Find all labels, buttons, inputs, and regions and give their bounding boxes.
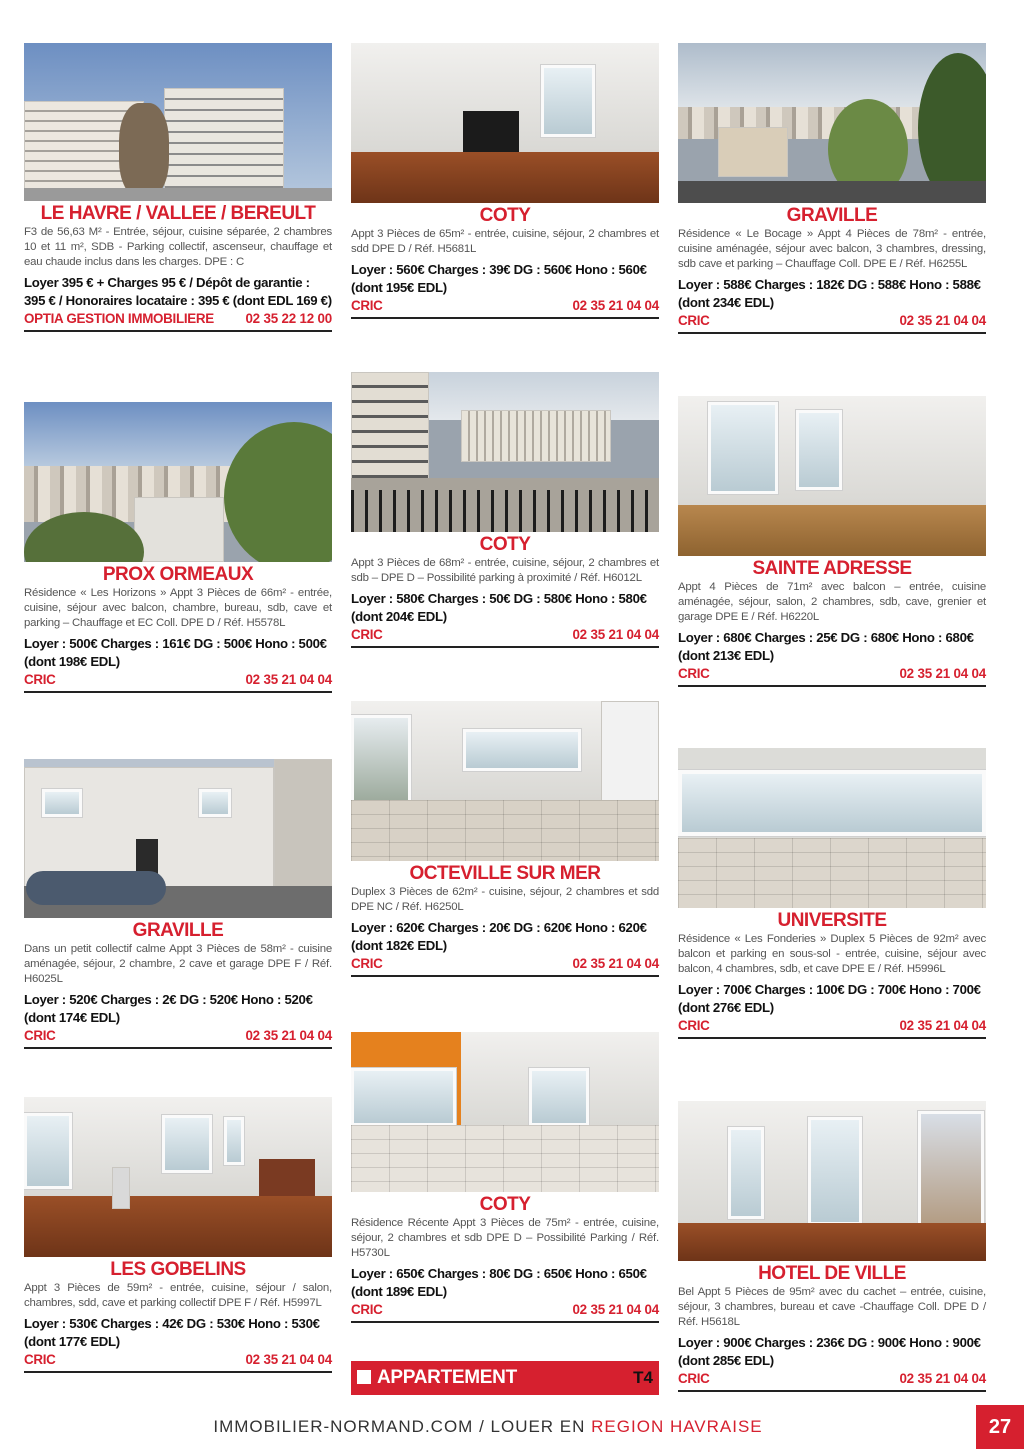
listing-title: PROX ORMEAUX: [102, 564, 254, 585]
listing-card[interactable]: [351, 372, 659, 648]
footer-site-link[interactable]: IMMOBILIER-NORMAND.COM: [213, 1417, 474, 1436]
listing-card[interactable]: [351, 701, 659, 977]
agency-name: CRIC: [24, 1028, 56, 1043]
listing-description: Appt 3 Pièces de 68m² - entrée, cuisine, séjour, 2 chambres et sdb – DPE D – Possibilité parking à proximité / Réf. H6012L: [351, 557, 659, 584]
listing-photo: [24, 402, 332, 562]
listing-title: COTY: [479, 205, 531, 226]
listing-price: Loyer 395 € + Charges 95 € / Dépôt de garantie : 395 € / Honoraires locataire : 395 € (dont EDL 169 €): [24, 275, 332, 308]
listing-title: HOTEL DE VILLE: [758, 1263, 906, 1284]
listing-description: Appt 3 Pièces de 65m² - entrée, cuisine, séjour, 2 chambres et sdd DPE D / Réf. H5681L: [351, 228, 659, 255]
listing-photo: [351, 372, 659, 532]
listing-description: Résidence Récente Appt 3 Pièces de 75m² - entrée, cuisine, séjour, 2 chambres et sdb DPE D – Possibilité Parking / Réf. H5730L: [351, 1217, 659, 1259]
agency-phone[interactable]: 02 35 21 04 04: [245, 1352, 332, 1367]
agency-phone[interactable]: 02 35 21 04 04: [899, 1371, 986, 1386]
agency-phone[interactable]: 02 35 21 04 04: [245, 1028, 332, 1043]
listing-photo: [678, 396, 986, 556]
agency-row: [24, 1028, 332, 1049]
listing-card[interactable]: [24, 759, 332, 1049]
agency-row: [678, 666, 986, 687]
category-label-wrap: [357, 1367, 517, 1389]
agency-row: [24, 311, 332, 332]
page-footer: [0, 1405, 1024, 1449]
agency-phone[interactable]: 02 35 21 04 04: [572, 1302, 659, 1317]
square-icon: [357, 1370, 371, 1384]
agency-phone[interactable]: 02 35 21 04 04: [899, 666, 986, 681]
agency-row: [24, 1352, 332, 1373]
listing-photo: [351, 1032, 659, 1192]
agency-phone[interactable]: 02 35 21 04 04: [572, 956, 659, 971]
listing-description: Appt 3 Pièces de 59m² - entrée, cuisine, séjour / salon, chambres, sdd, cave et parking collectif DPE F / Réf. H5997L: [24, 1282, 332, 1309]
category-label: APPARTEMENT: [377, 1367, 517, 1388]
listing-title: GRAVILLE: [786, 205, 878, 226]
agency-name: CRIC: [351, 298, 383, 313]
listing-description: Dans un petit collectif calme Appt 3 Pièces de 58m² - cuisine aménagée, séjour, 2 chambre, 2 cave et garage DPE F / Réf. H6025L: [24, 943, 332, 985]
listing-card[interactable]: [678, 396, 986, 687]
listing-card[interactable]: [351, 1032, 659, 1323]
listing-price: Loyer : 520€ Charges : 2€ DG : 520€ Hono : 520€ (dont 174€ EDL): [24, 992, 313, 1025]
agency-row: [351, 298, 659, 319]
listing-description: Bel Appt 5 Pièces de 95m² avec du cachet – entrée, cuisine, séjour, 3 chambres, bureau et cave -Chauffage Coll. DPE D / Réf. H5618L: [678, 1286, 986, 1328]
agency-row: [351, 1302, 659, 1323]
agency-phone[interactable]: 02 35 22 12 00: [245, 311, 332, 326]
listing-description: Résidence « Le Bocage » Appt 4 Pièces de 78m² - entrée, cuisine aménagée, séjour avec balcon, 3 chambres, dressing, sdb cave et parking – Chauffage Coll. DPE E / Réf. H6255L: [678, 228, 986, 270]
listing-card[interactable]: [24, 1097, 332, 1373]
listing-photo: [24, 43, 332, 201]
listing-price: Loyer : 530€ Charges : 42€ DG : 530€ Hono : 530€ (dont 177€ EDL): [24, 1316, 320, 1349]
agency-row: [24, 672, 332, 693]
listing-description: Appt 4 Pièces de 71m² avec balcon – entrée, cuisine aménagée, séjour, salon, 2 chambres, sdb, cave, grenier et garage DPE E / Réf. H6220L: [678, 581, 986, 623]
listing-title: GRAVILLE: [132, 920, 224, 941]
agency-row: [678, 313, 986, 334]
listing-card[interactable]: [24, 402, 332, 693]
listing-title: COTY: [479, 1194, 531, 1215]
listing-price: Loyer : 588€ Charges : 182€ DG : 588€ Hono : 588€ (dont 234€ EDL): [678, 277, 981, 310]
agency-name: CRIC: [351, 627, 383, 642]
listing-photo: [678, 748, 986, 908]
listing-photo: [678, 1101, 986, 1261]
listing-photo: [351, 701, 659, 861]
agency-row: [351, 627, 659, 648]
agency-row: [678, 1018, 986, 1039]
listing-title: LE HAVRE / VALLEE / BEREULT: [40, 203, 316, 224]
listing-description: Résidence « Les Fonderies » Duplex 5 Pièces de 92m² avec balcon et parking en sous-sol - entrée, cuisine, séjour avec balcon, 4 chambres, sdb, et cave DPE E / Réf. H5996L: [678, 933, 986, 975]
listing-title: UNIVERSITE: [777, 910, 887, 931]
agency-phone[interactable]: 02 35 21 04 04: [899, 313, 986, 328]
listing-title: LES GOBELINS: [110, 1259, 246, 1280]
agency-row: [678, 1371, 986, 1392]
footer-text: [0, 1417, 976, 1437]
listing-price: Loyer : 580€ Charges : 50€ DG : 580€ Hono : 580€ (dont 204€ EDL): [351, 591, 647, 624]
listing-title: SAINTE ADRESSE: [752, 558, 912, 579]
agency-name: OPTIA GESTION IMMOBILIERE: [24, 311, 214, 326]
listing-card[interactable]: [678, 1101, 986, 1392]
listing-price: Loyer : 620€ Charges : 20€ DG : 620€ Hono : 620€ (dont 182€ EDL): [351, 920, 647, 953]
category-banner: [351, 1361, 659, 1395]
listing-card[interactable]: [24, 43, 332, 332]
listing-price: Loyer : 900€ Charges : 236€ DG : 900€ Hono : 900€ (dont 285€ EDL): [678, 1335, 981, 1368]
listing-description: Résidence « Les Horizons » Appt 3 Pièces de 66m² - entrée, cuisine, séjour avec balcon, chambre, bureau, sdb, cave et parking – Chauffage et EC Coll. DPE D / Réf. H5578L: [24, 587, 332, 629]
agency-name: CRIC: [24, 1352, 56, 1367]
listing-photo: [351, 43, 659, 203]
footer-separator: /: [473, 1417, 491, 1436]
agency-name: CRIC: [678, 666, 710, 681]
listing-description: Duplex 3 Pièces de 62m² - cuisine, séjour, 2 chambres et sdd DPE NC / Réf. H6250L: [351, 886, 659, 913]
listing-title: COTY: [479, 534, 531, 555]
listing-photo: [678, 43, 986, 203]
category-type: T4: [633, 1368, 653, 1387]
footer-section: LOUER EN: [490, 1417, 592, 1436]
agency-name: CRIC: [351, 1302, 383, 1317]
listing-price: Loyer : 650€ Charges : 80€ DG : 650€ Hono : 650€ (dont 189€ EDL): [351, 1266, 647, 1299]
agency-name: CRIC: [678, 1018, 710, 1033]
listing-title: OCTEVILLE SUR MER: [409, 863, 601, 884]
page-number: 27: [976, 1405, 1024, 1449]
listing-price: Loyer : 500€ Charges : 161€ DG : 500€ Hono : 500€ (dont 198€ EDL): [24, 636, 327, 669]
listing-price: Loyer : 700€ Charges : 100€ DG : 700€ Hono : 700€ (dont 276€ EDL): [678, 982, 981, 1015]
listing-description: F3 de 56,63 M² - Entrée, séjour, cuisine séparée, 2 chambres 10 et 11 m², SDB - Parking collectif, ascenseur, chauffage et eau chaude inclus dans les charges. DPE : C: [24, 226, 332, 268]
agency-row: [351, 956, 659, 977]
listing-photo: [24, 1097, 332, 1257]
footer-region: REGION HAVRAISE: [591, 1417, 763, 1436]
agency-phone[interactable]: 02 35 21 04 04: [572, 627, 659, 642]
listing-card[interactable]: [678, 748, 986, 1039]
agency-phone[interactable]: 02 35 21 04 04: [245, 672, 332, 687]
agency-name: CRIC: [678, 1371, 710, 1386]
agency-name: CRIC: [351, 956, 383, 971]
listing-price: Loyer : 560€ Charges : 39€ DG : 560€ Hono : 560€ (dont 195€ EDL): [351, 262, 647, 295]
agency-phone[interactable]: 02 35 21 04 04: [899, 1018, 986, 1033]
listing-photo: [24, 759, 332, 918]
agency-name: CRIC: [24, 672, 56, 687]
agency-name: CRIC: [678, 313, 710, 328]
listing-card[interactable]: [351, 43, 659, 319]
listing-card[interactable]: [678, 43, 986, 334]
listing-price: Loyer : 680€ Charges : 25€ DG : 680€ Hono : 680€ (dont 213€ EDL): [678, 630, 974, 663]
agency-phone[interactable]: 02 35 21 04 04: [572, 298, 659, 313]
